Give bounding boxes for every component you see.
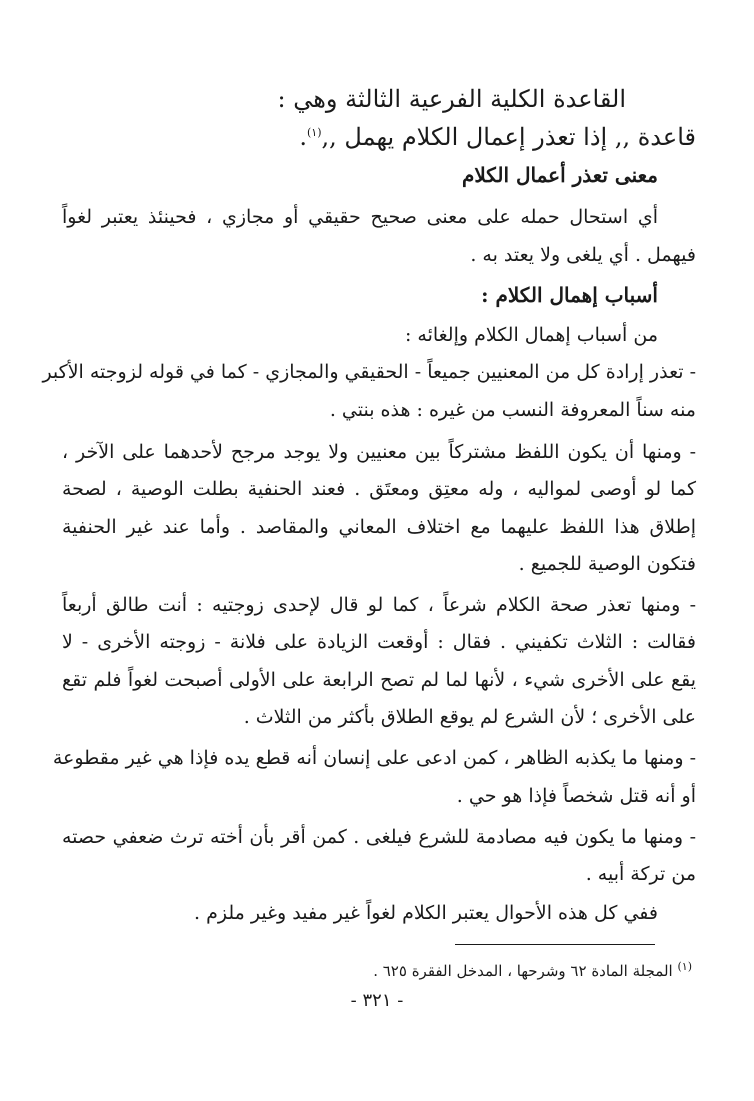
paragraph-line: من تركة أبيه . xyxy=(585,863,696,885)
paragraph-line: أو أنه قتل شخصاً فإذا هو حي . xyxy=(456,785,696,807)
footnote-ref: (١) xyxy=(307,126,322,139)
paragraph-line: فتكون الوصية للجميع . xyxy=(518,553,696,575)
paragraph-line: كما لو أوصى لمواليه ، وله معتِق ومعتَق . فعند الحنفية بطلت الوصية ، لصحة xyxy=(62,478,696,500)
paragraph-line: - ومنها تعذر صحة الكلام شرعاً ، كما لو قال لإحدى زوجتيه : أنت طالق أربعاً xyxy=(62,594,696,616)
page-number: - ٣٢١ - xyxy=(350,990,404,1011)
paragraph-line: إطلاق هذا اللفظ عليهما مع اختلاف المعاني والمقاصد . وأما عند غير الحنفية xyxy=(62,516,696,538)
paragraph-line: يقع على الأخرى شيء ، لأنها لما لم تصح الرابعة على الأولى أصبحت لغواً فلم تقع xyxy=(62,669,696,691)
paragraph-line: - ومنها ما يكون فيه مصادمة للشرع فيلغى . كمن أقر بأن أخته ترث ضعفي حصته xyxy=(62,826,696,848)
section-heading-meaning: معنى تعذر أعمال الكلام xyxy=(461,163,658,187)
paragraph-line: من أسباب إهمال الكلام وإلغائه : xyxy=(404,324,658,346)
rule-statement xyxy=(62,118,696,152)
paragraph-line: ففي كل هذه الأحوال يعتبر الكلام لغواً غير مفيد وغير ملزم . xyxy=(194,902,658,924)
paragraph-line: - ومنها ما يكذبه الظاهر ، كمن ادعى على إنسان أنه قطع يده فإذا هي غير مقطوعة xyxy=(52,747,696,769)
paragraph-line: فقالت : الثلاث تكفيني . فقال : أوقعت الزيادة على فلانة - زوجته الأخرى - لا xyxy=(62,631,696,653)
rule-title: القاعدة الكلية الفرعية الثالثة وهي : xyxy=(277,85,626,113)
rule-statement-text: قاعدة ,, إذا تعذر إعمال الكلام يهمل ,, xyxy=(321,123,696,151)
rule-statement-end: . xyxy=(299,123,307,151)
paragraph-line: - ومنها أن يكون اللفظ مشتركاً بين معنيين ولا يوجد مرجح لأحدهما على الآخر ، xyxy=(62,441,696,463)
paragraph-line: فيهمل . أي يلغى ولا يعتد به . xyxy=(470,244,696,266)
footnote xyxy=(373,955,692,983)
paragraph-line: على الأخرى ؛ لأن الشرع لم يوقع الطلاق بأكثر من الثلاث . xyxy=(243,706,696,728)
paragraph-line: - تعذر إرادة كل من المعنيين جميعاً - الحقيقي والمجازي - كما في قوله لزوجته الأكبر xyxy=(42,361,696,383)
paragraph-line: أي استحال حمله على معنى صحيح حقيقي أو مجازي ، فحينئذ يعتبر لغواً xyxy=(62,206,658,228)
footnote-text: المجلة المادة ٦٢ وشرحها ، المدخل الفقرة ٦٢٥ . xyxy=(373,962,673,980)
footnote-marker: (١) xyxy=(677,960,692,973)
footnote-separator xyxy=(455,944,655,945)
paragraph-line: منه سناً المعروفة النسب من غيره : هذه بنتي . xyxy=(329,399,696,421)
section-heading-causes: أسباب إهمال الكلام : xyxy=(481,283,658,307)
